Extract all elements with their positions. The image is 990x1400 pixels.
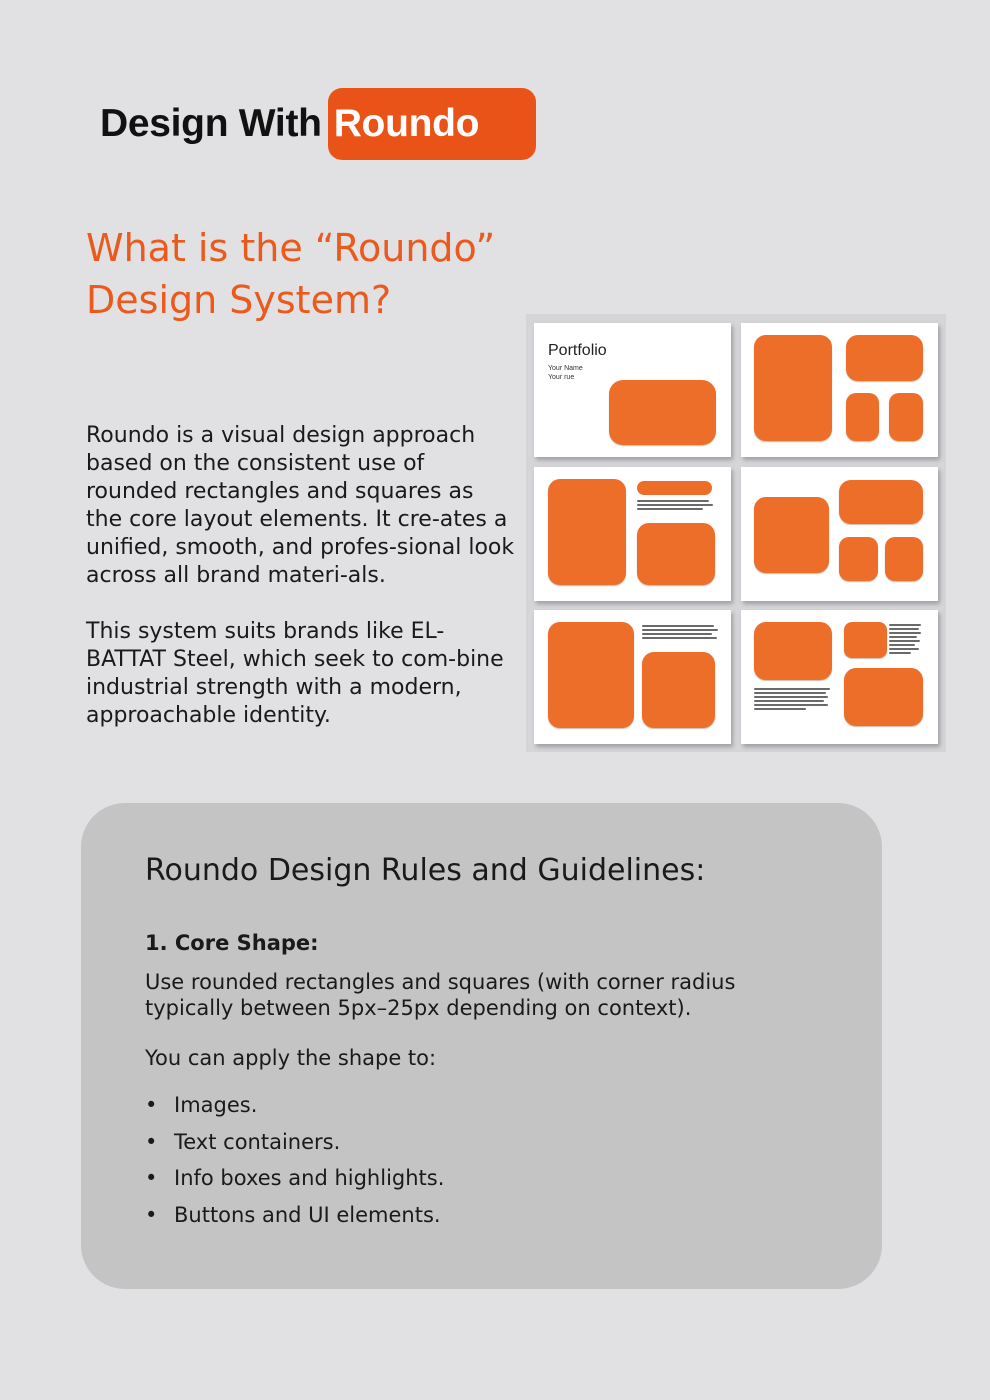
layout-preview-image xyxy=(526,314,946,752)
list-item-text: Info boxes and highlights. xyxy=(174,1166,445,1190)
preview-text-line xyxy=(754,692,826,694)
preview-text-line xyxy=(889,632,921,634)
preview-text-line xyxy=(889,640,920,642)
preview-text-line xyxy=(889,624,921,626)
bullet-icon: • xyxy=(145,1093,158,1117)
preview-text-line xyxy=(889,648,919,650)
preview-shape xyxy=(637,481,712,495)
preview-card-4 xyxy=(741,467,938,601)
brand-logo xyxy=(100,88,536,160)
preview-text-line xyxy=(637,508,703,510)
list-item-text: Text containers. xyxy=(174,1129,341,1154)
preview-card-5 xyxy=(534,610,731,744)
logo-prefix-text: Design With xyxy=(100,102,322,145)
preview-shape xyxy=(642,652,715,728)
preview-card-portfolio xyxy=(534,323,731,457)
preview-text-line xyxy=(642,633,712,635)
page-heading: What is the “Roundo” Design System? xyxy=(86,226,496,322)
apply-intro: You can apply the shape to: xyxy=(145,1046,437,1070)
list-item-text: Buttons and UI elements. xyxy=(174,1202,441,1227)
preview-shape xyxy=(889,393,923,441)
rules-title: Roundo Design Rules and Guidelines: xyxy=(145,853,706,888)
preview-text-line xyxy=(754,700,824,702)
preview-card-3 xyxy=(534,467,731,601)
intro-paragraph-2: This system suits brands like EL-BATTAT Steel, which seek to com-bine industrial strength with a modern, approachable identity. xyxy=(86,619,504,728)
preview-shape xyxy=(609,380,716,445)
list-item xyxy=(145,1164,444,1201)
preview-text-line xyxy=(642,625,714,627)
preview-text-line xyxy=(889,644,915,646)
preview-shape xyxy=(885,537,923,581)
preview-text-line xyxy=(642,637,717,639)
logo-badge: Roundo xyxy=(328,88,536,160)
preview-shape xyxy=(637,523,715,585)
portfolio-name: Your Name xyxy=(548,365,583,372)
preview-text-line xyxy=(754,704,828,706)
core-shape-heading: 1. Core Shape: xyxy=(145,931,319,955)
preview-shape xyxy=(548,622,634,728)
preview-text-line xyxy=(642,629,718,631)
preview-card-2 xyxy=(741,323,938,457)
preview-shape xyxy=(548,479,626,585)
preview-shape xyxy=(839,480,923,524)
preview-card-6 xyxy=(741,610,938,744)
intro-paragraph-1: Roundo is a visual design approach based on the consistent use of rounded rectangles and squares as the core layout elements. It cre-ates a unified, smooth, and profes-sional look across all brand materi-als. xyxy=(86,423,515,588)
portfolio-role: Your rue xyxy=(548,374,575,381)
preview-shape xyxy=(754,497,829,573)
preview-shape xyxy=(844,668,923,726)
list-item xyxy=(145,1201,444,1238)
rules-panel xyxy=(81,803,882,1289)
bullet-icon: • xyxy=(145,1166,158,1190)
preview-text-line xyxy=(889,652,911,654)
intro-text xyxy=(86,422,516,758)
preview-shape xyxy=(846,335,923,381)
preview-text-line xyxy=(889,636,917,638)
preview-shape xyxy=(844,622,887,658)
preview-text-line xyxy=(754,708,806,710)
preview-text-line xyxy=(889,628,919,630)
apply-list xyxy=(145,1091,444,1237)
list-item-text: Images. xyxy=(174,1093,258,1117)
bullet-icon: • xyxy=(145,1129,158,1154)
core-shape-description: Use rounded rectangles and squares (with corner radius typically between 5px–25px depending on context). xyxy=(145,970,736,1020)
preview-shape xyxy=(754,622,832,680)
preview-shape xyxy=(754,335,832,441)
preview-text-line xyxy=(754,688,830,690)
list-item xyxy=(145,1128,444,1165)
bullet-icon: • xyxy=(145,1202,158,1227)
preview-shape xyxy=(846,393,879,441)
preview-text-line xyxy=(637,500,709,502)
preview-text-line xyxy=(754,696,828,698)
portfolio-title: Portfolio xyxy=(548,342,607,359)
list-item xyxy=(145,1091,444,1128)
preview-text-line xyxy=(637,504,713,506)
preview-shape xyxy=(839,537,878,581)
